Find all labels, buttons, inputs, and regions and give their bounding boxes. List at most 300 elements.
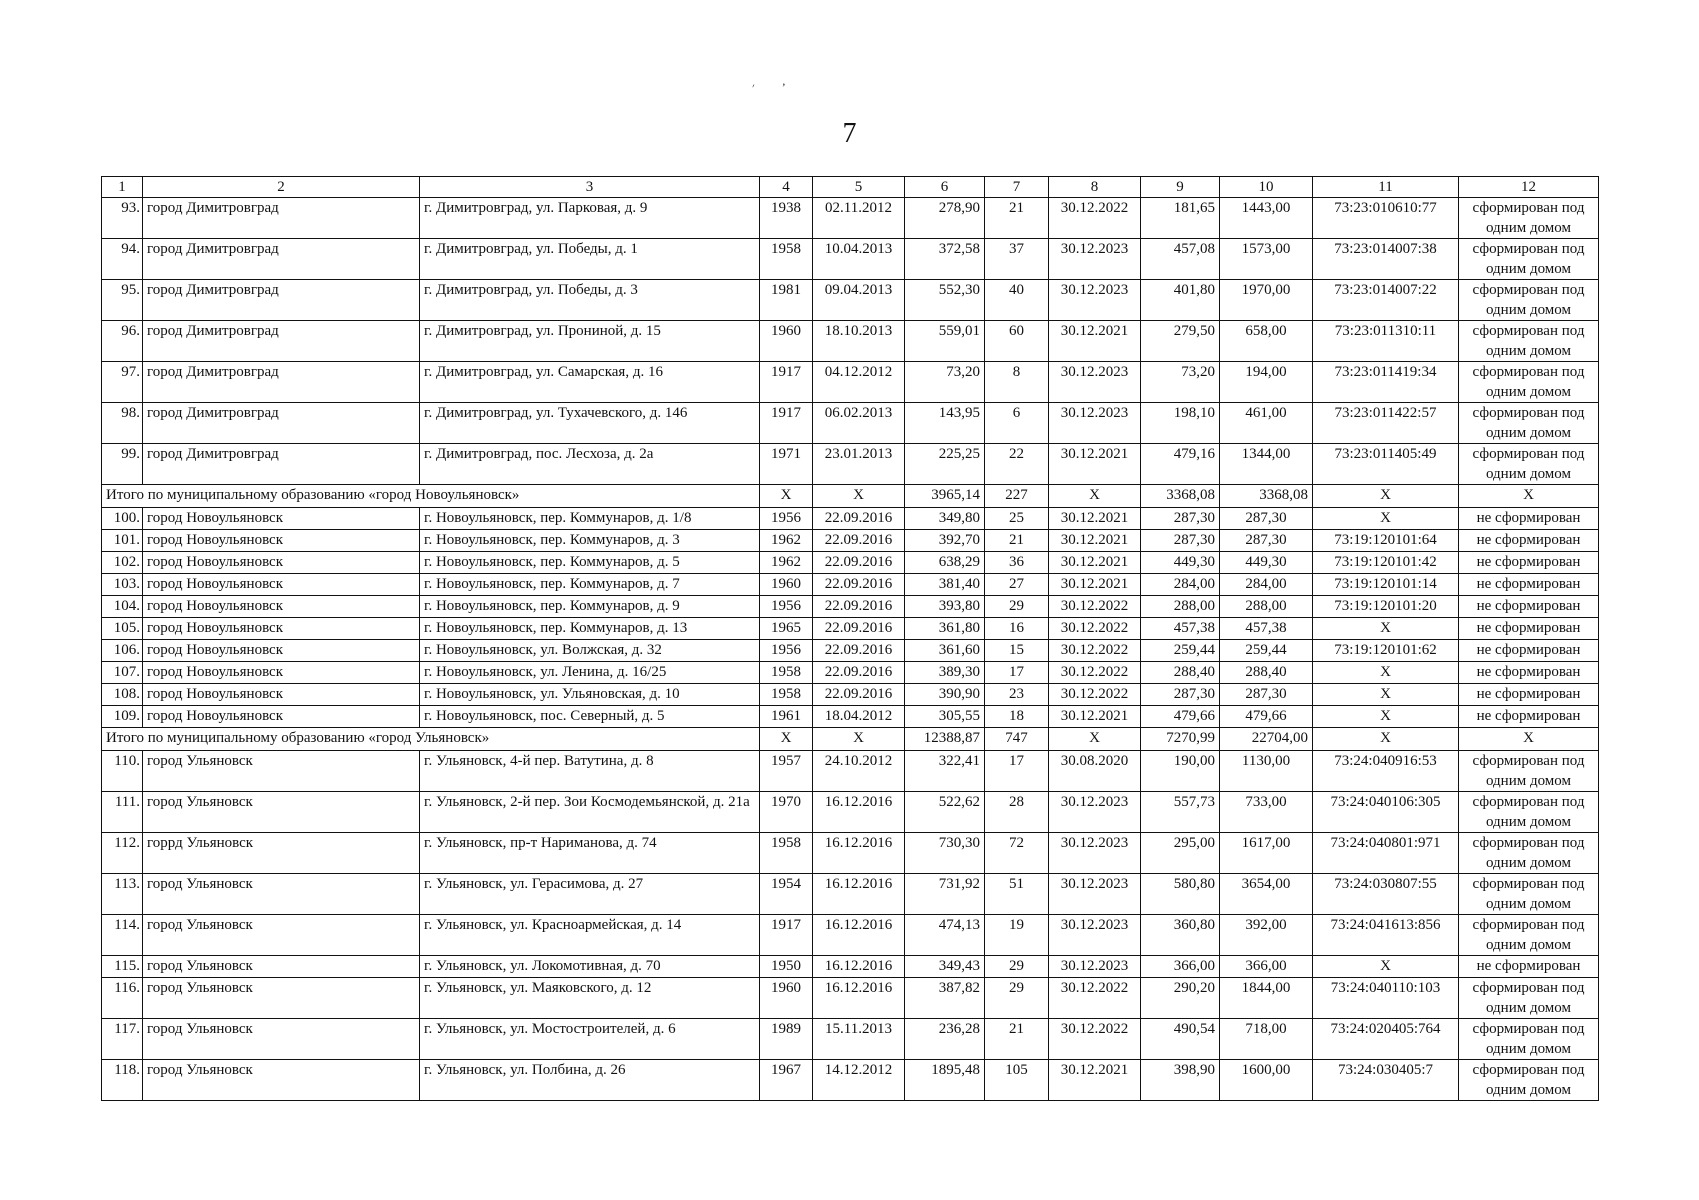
total-cadastral-number-cell: X	[1313, 485, 1459, 508]
area-value-cell: 479,66	[1141, 706, 1220, 728]
table-row	[102, 618, 1599, 640]
housing-registry-table	[101, 176, 1599, 1101]
residents-cell: 23	[985, 684, 1049, 706]
land-status-cell: не сформирован	[1459, 640, 1599, 662]
column-header: 2	[143, 177, 420, 198]
year-built-cell: 1965	[760, 618, 813, 640]
area-value-cell: 73,20	[1141, 362, 1220, 403]
land-area-cell: 287,30	[1220, 508, 1313, 530]
cadastral-number-cell: 73:24:040110:103	[1313, 978, 1459, 1019]
municipality-cell: город Димитровград	[143, 280, 420, 321]
municipality-cell: город Димитровград	[143, 362, 420, 403]
municipality-cell: город Новоульяновск	[143, 574, 420, 596]
area-cell: 552,30	[905, 280, 985, 321]
land-area-cell: 449,30	[1220, 552, 1313, 574]
cadastral-number-cell: 73:24:040106:305	[1313, 792, 1459, 833]
date-cell: 16.12.2016	[813, 915, 905, 956]
deadline-date-cell: 30.12.2022	[1049, 1019, 1141, 1060]
total-date-cell: X	[813, 728, 905, 751]
cadastral-number-cell: 73:24:030405:7	[1313, 1060, 1459, 1101]
date-cell: 24.10.2012	[813, 751, 905, 792]
table-row	[102, 915, 1599, 956]
land-area-cell: 1617,00	[1220, 833, 1313, 874]
municipality-cell: город Новоульяновск	[143, 508, 420, 530]
date-cell: 16.12.2016	[813, 956, 905, 978]
land-area-cell: 1130,00	[1220, 751, 1313, 792]
total-year-built-cell: X	[760, 728, 813, 751]
row-number-cell: 107.	[102, 662, 143, 684]
area-value-cell: 295,00	[1141, 833, 1220, 874]
address-cell: г. Димитровград, ул. Парковая, д. 9	[420, 198, 760, 239]
land-status-cell: не сформирован	[1459, 552, 1599, 574]
row-number-cell: 109.	[102, 706, 143, 728]
date-cell: 14.12.2012	[813, 1060, 905, 1101]
land-area-cell: 1970,00	[1220, 280, 1313, 321]
date-cell: 15.11.2013	[813, 1019, 905, 1060]
land-area-cell: 288,40	[1220, 662, 1313, 684]
year-built-cell: 1950	[760, 956, 813, 978]
area-value-cell: 287,30	[1141, 684, 1220, 706]
municipality-cell: горрд Ульяновск	[143, 833, 420, 874]
year-built-cell: 1962	[760, 552, 813, 574]
deadline-date-cell: 30.12.2022	[1049, 198, 1141, 239]
address-cell: г. Димитровград, ул. Самарская, д. 16	[420, 362, 760, 403]
deadline-date-cell: 30.08.2020	[1049, 751, 1141, 792]
land-area-cell: 457,38	[1220, 618, 1313, 640]
area-cell: 730,30	[905, 833, 985, 874]
land-area-cell: 461,00	[1220, 403, 1313, 444]
deadline-date-cell: 30.12.2021	[1049, 1060, 1141, 1101]
table-row	[102, 362, 1599, 403]
deadline-date-cell: 30.12.2023	[1049, 403, 1141, 444]
land-status-cell: сформирован под одним домом	[1459, 403, 1599, 444]
area-cell: 349,80	[905, 508, 985, 530]
area-cell: 236,28	[905, 1019, 985, 1060]
area-cell: 349,43	[905, 956, 985, 978]
deadline-date-cell: 30.12.2021	[1049, 530, 1141, 552]
residents-cell: 21	[985, 1019, 1049, 1060]
date-cell: 16.12.2016	[813, 833, 905, 874]
residents-cell: 28	[985, 792, 1049, 833]
municipality-cell: город Димитровград	[143, 321, 420, 362]
address-cell: г. Новоульяновск, пер. Коммунаров, д. 13	[420, 618, 760, 640]
deadline-date-cell: 30.12.2021	[1049, 444, 1141, 485]
deadline-date-cell: 30.12.2021	[1049, 574, 1141, 596]
table-row	[102, 596, 1599, 618]
area-cell: 638,29	[905, 552, 985, 574]
table-row	[102, 280, 1599, 321]
year-built-cell: 1958	[760, 833, 813, 874]
residents-cell: 72	[985, 833, 1049, 874]
municipality-cell: город Новоульяновск	[143, 640, 420, 662]
cadastral-number-cell: 73:24:020405:764	[1313, 1019, 1459, 1060]
address-cell: г. Ульяновск, 4-й пер. Ватутина, д. 8	[420, 751, 760, 792]
land-area-cell: 284,00	[1220, 574, 1313, 596]
municipality-cell: город Димитровград	[143, 198, 420, 239]
total-label-cell: Итого по муниципальному образованию «город Новоульяновск»	[102, 485, 760, 508]
table-row	[102, 1060, 1599, 1101]
land-status-cell: сформирован под одним домом	[1459, 321, 1599, 362]
cadastral-number-cell: 73:24:040916:53	[1313, 751, 1459, 792]
date-cell: 22.09.2016	[813, 552, 905, 574]
cadastral-number-cell: 73:19:120101:14	[1313, 574, 1459, 596]
cadastral-number-cell: X	[1313, 618, 1459, 640]
date-cell: 16.12.2016	[813, 978, 905, 1019]
year-built-cell: 1954	[760, 874, 813, 915]
municipality-cell: город Новоульяновск	[143, 618, 420, 640]
area-cell: 305,55	[905, 706, 985, 728]
municipality-cell: город Новоульяновск	[143, 662, 420, 684]
area-value-cell: 198,10	[1141, 403, 1220, 444]
date-cell: 06.02.2013	[813, 403, 905, 444]
total-row	[102, 485, 1599, 508]
area-value-cell: 366,00	[1141, 956, 1220, 978]
row-number-cell: 115.	[102, 956, 143, 978]
residents-cell: 40	[985, 280, 1049, 321]
total-land-status-cell: X	[1459, 728, 1599, 751]
row-number-cell: 99.	[102, 444, 143, 485]
area-cell: 278,90	[905, 198, 985, 239]
year-built-cell: 1917	[760, 915, 813, 956]
row-number-cell: 116.	[102, 978, 143, 1019]
total-area-cell: 3965,14	[905, 485, 985, 508]
residents-cell: 21	[985, 198, 1049, 239]
cadastral-number-cell: 73:23:014007:22	[1313, 280, 1459, 321]
land-status-cell: сформирован под одним домом	[1459, 239, 1599, 280]
total-residents-cell: 747	[985, 728, 1049, 751]
row-number-cell: 95.	[102, 280, 143, 321]
row-number-cell: 104.	[102, 596, 143, 618]
land-status-cell: сформирован под одним домом	[1459, 1060, 1599, 1101]
municipality-cell: город Новоульяновск	[143, 706, 420, 728]
area-value-cell: 398,90	[1141, 1060, 1220, 1101]
address-cell: г. Новоульяновск, пер. Коммунаров, д. 5	[420, 552, 760, 574]
deadline-date-cell: 30.12.2021	[1049, 552, 1141, 574]
column-header: 5	[813, 177, 905, 198]
year-built-cell: 1989	[760, 1019, 813, 1060]
table-row	[102, 444, 1599, 485]
municipality-cell: город Новоульяновск	[143, 530, 420, 552]
municipality-cell: город Ульяновск	[143, 1019, 420, 1060]
residents-cell: 51	[985, 874, 1049, 915]
residents-cell: 105	[985, 1060, 1049, 1101]
row-number-cell: 106.	[102, 640, 143, 662]
year-built-cell: 1958	[760, 662, 813, 684]
residents-cell: 27	[985, 574, 1049, 596]
land-status-cell: сформирован под одним домом	[1459, 198, 1599, 239]
residents-cell: 22	[985, 444, 1049, 485]
land-status-cell: сформирован под одним домом	[1459, 874, 1599, 915]
date-cell: 09.04.2013	[813, 280, 905, 321]
address-cell: г. Новоульяновск, пер. Коммунаров, д. 3	[420, 530, 760, 552]
address-cell: г. Новоульяновск, пер. Коммунаров, д. 9	[420, 596, 760, 618]
row-number-cell: 102.	[102, 552, 143, 574]
row-number-cell: 112.	[102, 833, 143, 874]
address-cell: г. Ульяновск, пр-т Нариманова, д. 74	[420, 833, 760, 874]
year-built-cell: 1917	[760, 362, 813, 403]
cadastral-number-cell: 73:19:120101:20	[1313, 596, 1459, 618]
column-header: 7	[985, 177, 1049, 198]
municipality-cell: город Ульяновск	[143, 1060, 420, 1101]
row-number-cell: 108.	[102, 684, 143, 706]
cadastral-number-cell: X	[1313, 956, 1459, 978]
address-cell: г. Новоульяновск, пер. Коммунаров, д. 7	[420, 574, 760, 596]
address-cell: г. Новоульяновск, ул. Волжская, д. 32	[420, 640, 760, 662]
total-land-area-cell: 22704,00	[1220, 728, 1313, 751]
area-value-cell: 279,50	[1141, 321, 1220, 362]
area-value-cell: 290,20	[1141, 978, 1220, 1019]
land-area-cell: 392,00	[1220, 915, 1313, 956]
area-value-cell: 190,00	[1141, 751, 1220, 792]
residents-cell: 29	[985, 596, 1049, 618]
total-land-area-cell: 3368,08	[1220, 485, 1313, 508]
date-cell: 22.09.2016	[813, 530, 905, 552]
table-row	[102, 403, 1599, 444]
deadline-date-cell: 30.12.2022	[1049, 640, 1141, 662]
residents-cell: 25	[985, 508, 1049, 530]
area-cell: 389,30	[905, 662, 985, 684]
column-header: 9	[1141, 177, 1220, 198]
date-cell: 22.09.2016	[813, 508, 905, 530]
year-built-cell: 1938	[760, 198, 813, 239]
address-cell: г. Ульяновск, ул. Герасимова, д. 27	[420, 874, 760, 915]
table-row	[102, 978, 1599, 1019]
area-value-cell: 449,30	[1141, 552, 1220, 574]
area-value-cell: 580,80	[1141, 874, 1220, 915]
total-area-cell: 12388,87	[905, 728, 985, 751]
table-row	[102, 530, 1599, 552]
date-cell: 16.12.2016	[813, 874, 905, 915]
row-number-cell: 117.	[102, 1019, 143, 1060]
column-header: 11	[1313, 177, 1459, 198]
cadastral-number-cell: 73:24:030807:55	[1313, 874, 1459, 915]
deadline-date-cell: 30.12.2023	[1049, 833, 1141, 874]
area-value-cell: 288,40	[1141, 662, 1220, 684]
residents-cell: 60	[985, 321, 1049, 362]
year-built-cell: 1956	[760, 508, 813, 530]
address-cell: г. Ульяновск, ул. Локомотивная, д. 70	[420, 956, 760, 978]
cadastral-number-cell: X	[1313, 684, 1459, 706]
area-value-cell: 360,80	[1141, 915, 1220, 956]
deadline-date-cell: 30.12.2023	[1049, 956, 1141, 978]
area-cell: 387,82	[905, 978, 985, 1019]
cadastral-number-cell: X	[1313, 662, 1459, 684]
address-cell: г. Димитровград, ул. Прониной, д. 15	[420, 321, 760, 362]
land-status-cell: сформирован под одним домом	[1459, 792, 1599, 833]
area-cell: 390,90	[905, 684, 985, 706]
land-area-cell: 733,00	[1220, 792, 1313, 833]
total-year-built-cell: X	[760, 485, 813, 508]
land-status-cell: сформирован под одним домом	[1459, 280, 1599, 321]
municipality-cell: город Ульяновск	[143, 978, 420, 1019]
deadline-date-cell: 30.12.2022	[1049, 662, 1141, 684]
residents-cell: 18	[985, 706, 1049, 728]
land-area-cell: 1573,00	[1220, 239, 1313, 280]
address-cell: г. Димитровград, ул. Победы, д. 1	[420, 239, 760, 280]
residents-cell: 8	[985, 362, 1049, 403]
municipality-cell: город Ульяновск	[143, 792, 420, 833]
deadline-date-cell: 30.12.2021	[1049, 706, 1141, 728]
column-header: 3	[420, 177, 760, 198]
year-built-cell: 1958	[760, 684, 813, 706]
deadline-date-cell: 30.12.2023	[1049, 792, 1141, 833]
municipality-cell: город Ульяновск	[143, 874, 420, 915]
column-header: 1	[102, 177, 143, 198]
municipality-cell: город Димитровград	[143, 239, 420, 280]
cadastral-number-cell: X	[1313, 706, 1459, 728]
land-area-cell: 1344,00	[1220, 444, 1313, 485]
deadline-date-cell: 30.12.2023	[1049, 874, 1141, 915]
date-cell: 22.09.2016	[813, 574, 905, 596]
cadastral-number-cell: 73:23:014007:38	[1313, 239, 1459, 280]
land-area-cell: 288,00	[1220, 596, 1313, 618]
column-header: 4	[760, 177, 813, 198]
row-number-cell: 105.	[102, 618, 143, 640]
year-built-cell: 1957	[760, 751, 813, 792]
table-row	[102, 198, 1599, 239]
cadastral-number-cell: 73:19:120101:64	[1313, 530, 1459, 552]
cadastral-number-cell: 73:19:120101:62	[1313, 640, 1459, 662]
land-status-cell: не сформирован	[1459, 508, 1599, 530]
municipality-cell: город Димитровград	[143, 403, 420, 444]
column-header: 6	[905, 177, 985, 198]
row-number-cell: 113.	[102, 874, 143, 915]
table-row	[102, 792, 1599, 833]
municipality-cell: город Ульяновск	[143, 915, 420, 956]
year-built-cell: 1967	[760, 1060, 813, 1101]
land-area-cell: 658,00	[1220, 321, 1313, 362]
table-row	[102, 508, 1599, 530]
date-cell: 02.11.2012	[813, 198, 905, 239]
date-cell: 16.12.2016	[813, 792, 905, 833]
cadastral-number-cell: 73:24:040801:971	[1313, 833, 1459, 874]
land-status-cell: не сформирован	[1459, 662, 1599, 684]
year-built-cell: 1961	[760, 706, 813, 728]
row-number-cell: 94.	[102, 239, 143, 280]
address-cell: г. Ульяновск, 2-й пер. Зои Космодемьянской, д. 21а	[420, 792, 760, 833]
residents-cell: 37	[985, 239, 1049, 280]
area-value-cell: 479,16	[1141, 444, 1220, 485]
year-built-cell: 1962	[760, 530, 813, 552]
row-number-cell: 114.	[102, 915, 143, 956]
land-status-cell: сформирован под одним домом	[1459, 978, 1599, 1019]
area-cell: 225,25	[905, 444, 985, 485]
residents-cell: 16	[985, 618, 1049, 640]
deadline-date-cell: 30.12.2021	[1049, 508, 1141, 530]
table-row	[102, 662, 1599, 684]
area-value-cell: 401,80	[1141, 280, 1220, 321]
row-number-cell: 103.	[102, 574, 143, 596]
land-status-cell: не сформирован	[1459, 530, 1599, 552]
date-cell: 22.09.2016	[813, 662, 905, 684]
land-status-cell: сформирован под одним домом	[1459, 1019, 1599, 1060]
municipality-cell: город Димитровград	[143, 444, 420, 485]
address-cell: г. Ульяновск, ул. Красноармейская, д. 14	[420, 915, 760, 956]
land-status-cell: не сформирован	[1459, 684, 1599, 706]
cadastral-number-cell: 73:23:011310:11	[1313, 321, 1459, 362]
municipality-cell: город Новоульяновск	[143, 552, 420, 574]
row-number-cell: 111.	[102, 792, 143, 833]
area-cell: 372,58	[905, 239, 985, 280]
area-cell: 361,60	[905, 640, 985, 662]
total-land-status-cell: X	[1459, 485, 1599, 508]
table-row	[102, 751, 1599, 792]
residents-cell: 29	[985, 956, 1049, 978]
table-row	[102, 956, 1599, 978]
deadline-date-cell: 30.12.2022	[1049, 618, 1141, 640]
land-status-cell: сформирован под одним домом	[1459, 833, 1599, 874]
area-cell: 393,80	[905, 596, 985, 618]
residents-cell: 17	[985, 662, 1049, 684]
land-area-cell: 194,00	[1220, 362, 1313, 403]
date-cell: 22.09.2016	[813, 640, 905, 662]
total-area-value-cell: 3368,08	[1141, 485, 1220, 508]
date-cell: 22.09.2016	[813, 596, 905, 618]
row-number-cell: 93.	[102, 198, 143, 239]
table-row	[102, 833, 1599, 874]
land-status-cell: сформирован под одним домом	[1459, 444, 1599, 485]
deadline-date-cell: 30.12.2022	[1049, 684, 1141, 706]
row-number-cell: 98.	[102, 403, 143, 444]
address-cell: г. Новоульяновск, ул. Ленина, д. 16/25	[420, 662, 760, 684]
total-date-cell: X	[813, 485, 905, 508]
year-built-cell: 1971	[760, 444, 813, 485]
land-area-cell: 718,00	[1220, 1019, 1313, 1060]
land-status-cell: не сформирован	[1459, 956, 1599, 978]
address-cell: г. Новоульяновск, ул. Ульяновская, д. 10	[420, 684, 760, 706]
area-value-cell: 284,00	[1141, 574, 1220, 596]
column-header: 10	[1220, 177, 1313, 198]
address-cell: г. Димитровград, ул. Победы, д. 3	[420, 280, 760, 321]
area-cell: 392,70	[905, 530, 985, 552]
area-cell: 361,80	[905, 618, 985, 640]
address-cell: г. Ульяновск, ул. Полбина, д. 26	[420, 1060, 760, 1101]
table-row	[102, 684, 1599, 706]
row-number-cell: 118.	[102, 1060, 143, 1101]
date-cell: 04.12.2012	[813, 362, 905, 403]
area-cell: 559,01	[905, 321, 985, 362]
residents-cell: 6	[985, 403, 1049, 444]
area-value-cell: 288,00	[1141, 596, 1220, 618]
land-status-cell: не сформирован	[1459, 618, 1599, 640]
year-built-cell: 1956	[760, 596, 813, 618]
year-built-cell: 1958	[760, 239, 813, 280]
area-cell: 474,13	[905, 915, 985, 956]
page-number: 7	[842, 118, 857, 149]
cadastral-number-cell: 73:23:011405:49	[1313, 444, 1459, 485]
area-value-cell: 181,65	[1141, 198, 1220, 239]
area-cell: 522,62	[905, 792, 985, 833]
residents-cell: 19	[985, 915, 1049, 956]
cadastral-number-cell: 73:24:041613:856	[1313, 915, 1459, 956]
cadastral-number-cell: 73:23:010610:77	[1313, 198, 1459, 239]
address-cell: г. Димитровград, пос. Лесхоза, д. 2а	[420, 444, 760, 485]
area-value-cell: 490,54	[1141, 1019, 1220, 1060]
deadline-date-cell: 30.12.2023	[1049, 239, 1141, 280]
date-cell: 22.09.2016	[813, 684, 905, 706]
row-number-cell: 110.	[102, 751, 143, 792]
municipality-cell: город Новоульяновск	[143, 684, 420, 706]
year-built-cell: 1970	[760, 792, 813, 833]
deadline-date-cell: 30.12.2022	[1049, 596, 1141, 618]
land-area-cell: 1600,00	[1220, 1060, 1313, 1101]
date-cell: 10.04.2013	[813, 239, 905, 280]
total-label-cell: Итого по муниципальному образованию «город Ульяновск»	[102, 728, 760, 751]
table-row	[102, 552, 1599, 574]
table-row	[102, 706, 1599, 728]
total-deadline-date-cell: X	[1049, 728, 1141, 751]
land-area-cell: 479,66	[1220, 706, 1313, 728]
